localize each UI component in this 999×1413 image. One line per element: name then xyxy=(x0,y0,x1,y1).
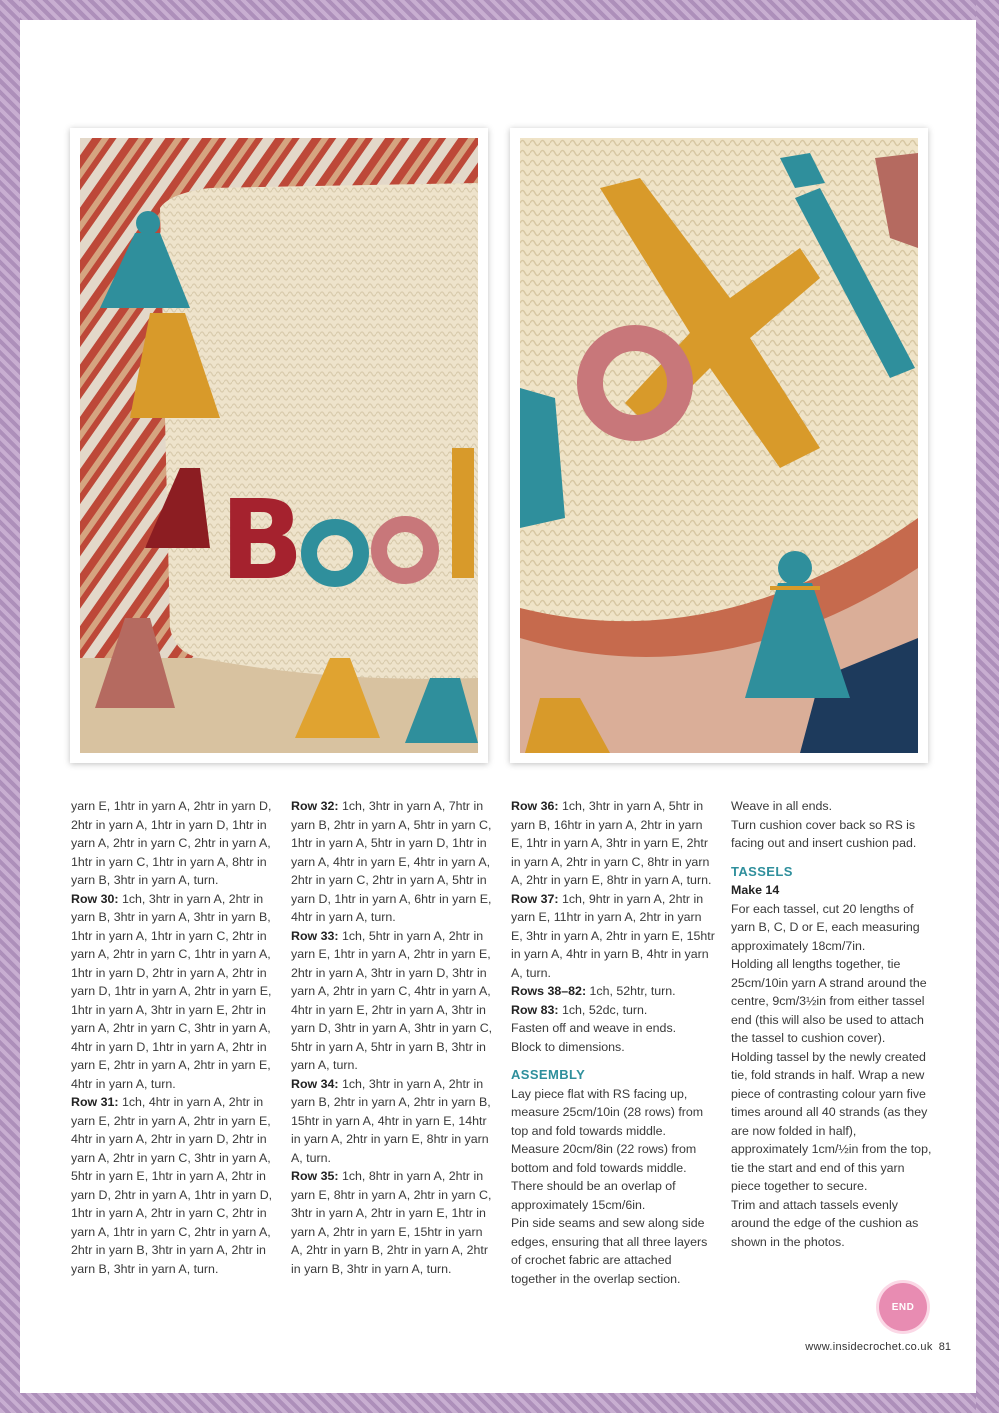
row-text: For each tassel, cut 20 lengths of yarn B, C, D or E, each measuring approximately 18cm/7in. xyxy=(731,901,920,953)
instruction-paragraph xyxy=(71,797,276,890)
instruction-paragraph xyxy=(731,955,936,1048)
row-label: Row 37: xyxy=(511,891,559,906)
column-2 xyxy=(291,797,496,1278)
row-label: Row 30: xyxy=(71,891,119,906)
footer-url[interactable]: www.insidecrochet.co.uk xyxy=(805,1341,933,1353)
row-text: 1ch, 3htr in yarn A, 2htr in yarn B, 3htr in yarn A, 3htr in yarn B, 1htr in yarn A, 1htr in yarn C, 2htr in yarn A, 2htr in yarn C, 1htr in yarn A, 1htr in yarn D, 2htr in yarn A, 2htr in yarn D, 1htr in yarn A, 2htr in yarn E, 1htr in yarn A, 3htr in yarn E, 2htr in yarn A, 2htr in yarn C, 3htr in yarn A, 4htr in yarn D, 1htr in yarn A, 2htr in yarn E, 2htr in yarn A, 2htr in yarn E, 4htr in yarn A, turn. xyxy=(71,891,272,1091)
section-subheading: Make 14 xyxy=(731,883,780,897)
page-number: 81 xyxy=(938,1341,951,1353)
row-label: Row 35: xyxy=(291,1169,339,1183)
left-border xyxy=(0,0,20,1413)
row-text: Lay piece flat with RS facing up, measure 25cm/10in (28 rows) from top and fold towards middle. Measure 20cm/8in (22 rows) from bottom and fold towards middle. There should be an overlap of approximately 15cm/6in. xyxy=(511,1086,704,1212)
column-4 xyxy=(731,797,936,1251)
row-text: 1ch, 4htr in yarn A, 2htr in yarn E, 2htr in yarn A, 2htr in yarn E, 4htr in yarn A, 2htr in yarn D, 2htr in yarn A, 2htr in yarn C, 3htr in yarn A, 5htr in yarn E, 1htr in yarn A, 2htr in yarn D, 2htr in yarn A, 1htr in yarn D, 1htr in yarn A, 2htr in yarn C, 2htr in yarn A, 1htr in yarn C, 2htr in yarn A, 2htr in yarn B, 3htr in yarn A, 2htr in yarn B, 3htr in yarn A, turn. xyxy=(71,1095,273,1276)
pattern-row xyxy=(291,927,496,1075)
pattern-row xyxy=(511,1001,716,1020)
row-label: Row 83: xyxy=(511,1002,559,1017)
instruction-paragraph xyxy=(731,1196,936,1252)
crochet-closeup-photo-icon xyxy=(520,138,918,753)
instruction-paragraph xyxy=(511,1214,716,1288)
column-1 xyxy=(71,797,276,1278)
row-text: Holding tassel by the newly created tie, fold strands in half. Wrap a new piece of contrasting colour yarn five times around all 40 strands (as they are now folded in half), approximately 1cm/½in from the top, tie the start and end of this yarn piece together to secure. xyxy=(731,1049,932,1193)
pattern-row xyxy=(291,1167,496,1278)
pattern-row xyxy=(291,797,496,927)
top-border xyxy=(0,0,999,20)
row-label: Row 31: xyxy=(71,1095,119,1109)
section-heading: ASSEMBLY xyxy=(511,1067,586,1082)
magazine-page xyxy=(20,20,976,1393)
row-text: Turn cushion cover back so RS is facing out and insert cushion pad. xyxy=(731,817,917,850)
row-text: Fasten off and weave in ends. xyxy=(511,1021,677,1035)
end-badge: END xyxy=(879,1283,927,1331)
row-text: 1ch, 3htr in yarn A, 7htr in yarn B, 2htr in yarn A, 5htr in yarn C, 1htr in yarn A, 5htr in yarn D, 1htr in yarn A, 4htr in yarn E, 4htr in yarn A, 2htr in yarn C, 2htr in yarn A, 5htr in yarn D, 1htr in yarn A, 6htr in yarn E, 4htr in yarn A, turn. xyxy=(291,799,492,924)
instruction-paragraph xyxy=(731,797,936,816)
row-text: 1ch, 52dc, turn. xyxy=(558,1002,648,1017)
row-label: Row 33: xyxy=(291,928,339,943)
instruction-paragraph xyxy=(731,1048,936,1196)
column-3 xyxy=(511,797,716,1288)
pattern-row xyxy=(511,982,716,1001)
row-text: Trim and attach tassels evenly around the edge of the cushion as shown in the photos. xyxy=(731,1197,919,1249)
row-text: 1ch, 3htr in yarn A, 5htr in yarn B, 16htr in yarn A, 2htr in yarn E, 1htr in yarn A, 3htr in yarn E, 2htr in yarn A, 2htr in yarn C, 8htr in yarn A, 2htr in yarn E, 8htr in yarn A, turn. xyxy=(511,799,712,887)
pattern-row xyxy=(71,890,276,1094)
row-text: yarn E, 1htr in yarn A, 2htr in yarn D, 2htr in yarn A, 1htr in yarn D, 1htr in yarn A, 2htr in yarn C, 2htr in yarn A, 1htr in yarn C, 1htr in yarn A, 8htr in yarn B, 3htr in yarn A, turn. xyxy=(71,799,272,887)
row-text: Pin side seams and sew along side edges, ensuring that all three layers of crochet fabric are attached together in the overlap section. xyxy=(511,1216,708,1286)
row-text: Block to dimensions. xyxy=(511,1039,625,1054)
row-text: Weave in all ends. xyxy=(731,799,833,813)
photo-cushion xyxy=(70,128,488,763)
svg-text:B: B xyxy=(220,476,304,604)
pattern-row xyxy=(291,1075,496,1168)
row-text: 1ch, 9htr in yarn A, 2htr in yarn E, 11htr in yarn A, 2htr in yarn E, 3htr in yarn A, 2htr in yarn E, 15htr in yarn A, 4htr in yarn B, 4htr in yarn A, turn. xyxy=(511,891,715,980)
pattern-row xyxy=(511,797,716,890)
crochet-cushion-photo-icon xyxy=(80,138,478,753)
section-heading: TASSELS xyxy=(731,863,793,879)
row-text: 1ch, 52htr, turn. xyxy=(586,984,676,998)
photo-closeup xyxy=(510,128,928,763)
row-label: Rows 38–82: xyxy=(511,984,587,998)
instruction-paragraph xyxy=(511,1019,716,1038)
right-border xyxy=(976,0,999,1413)
row-text: 1ch, 5htr in yarn A, 2htr in yarn E, 1htr in yarn A, 2htr in yarn E, 2htr in yarn A, 3htr in yarn D, 3htr in yarn A, 2htr in yarn C, 4htr in yarn A, 4htr in yarn E, 2htr in yarn A, 3htr in yarn D, 3htr in yarn A, 3htr in yarn C, 5htr in yarn A, 5htr in yarn B, 3htr in yarn A, turn. xyxy=(291,928,493,1072)
page-footer xyxy=(805,1341,951,1353)
row-label: Row 32: xyxy=(291,799,339,813)
row-text: 1ch, 3htr in yarn A, 2htr in yarn B, 2htr in yarn A, 2htr in yarn B, 15htr in yarn A, 4htr in yarn E, 14htr in yarn A, 2htr in yarn E, 8htr in yarn A, turn. xyxy=(291,1076,491,1165)
pattern-row xyxy=(511,890,716,983)
row-label: Row 36: xyxy=(511,799,559,813)
row-text: Holding all lengths together, tie 25cm/10in yarn A strand around the centre, 9cm/3½in from either tassel end (this will also be used to attach the tassel to cushion cover). xyxy=(731,957,927,1045)
instruction-paragraph xyxy=(511,1085,716,1215)
bottom-border xyxy=(0,1393,999,1413)
row-label: Row 34: xyxy=(291,1076,339,1091)
instruction-paragraph xyxy=(511,1038,716,1057)
pattern-row xyxy=(71,1093,276,1278)
instruction-paragraph xyxy=(731,900,936,956)
instruction-paragraph xyxy=(731,816,936,853)
row-text: 1ch, 8htr in yarn A, 2htr in yarn E, 8htr in yarn A, 2htr in yarn C, 3htr in yarn A, 2htr in yarn E, 1htr in yarn A, 2htr in yarn E, 15htr in yarn A, 2htr in yarn B, 2htr in yarn A, 2htr in yarn B, 3htr in yarn A, turn. xyxy=(291,1169,492,1276)
